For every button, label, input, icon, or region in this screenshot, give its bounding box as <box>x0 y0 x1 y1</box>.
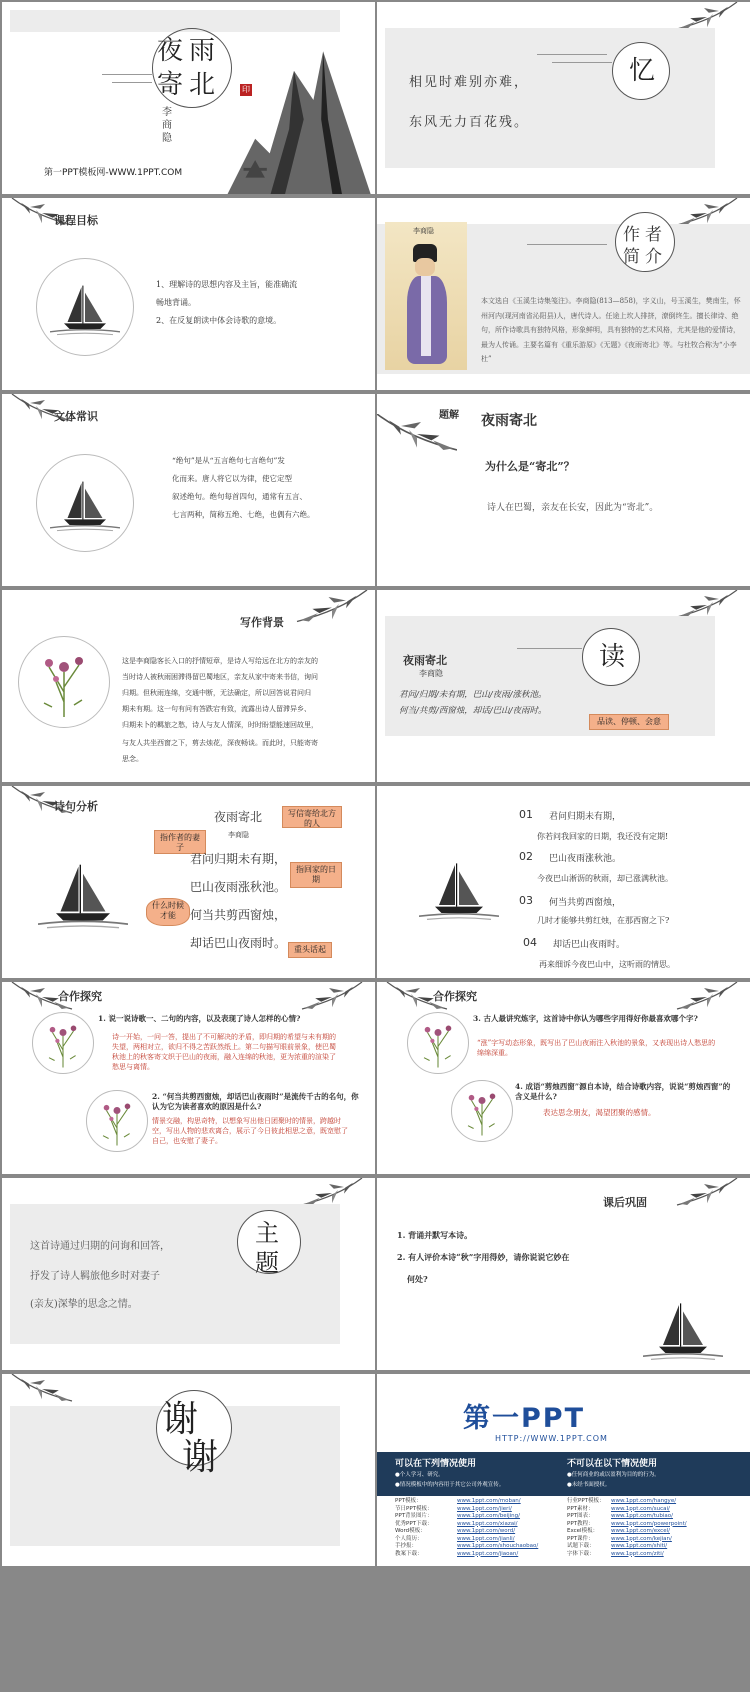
section-heading: 文体常识 <box>54 410 98 423</box>
item-number: 01 <box>519 808 533 821</box>
reading-tip: 品读、停顿、会意 <box>589 714 669 730</box>
slide-15-thanks[interactable] <box>2 1374 375 1566</box>
title-char: 夜 <box>157 36 184 66</box>
background-line: 归期未卜的羁旅之愁，诗人与友人情深，时时盼望能速回故里， <box>122 721 318 729</box>
links-right <box>567 1498 747 1558</box>
author-portrait <box>385 222 467 370</box>
slide-8-reading[interactable] <box>377 590 750 782</box>
background-line: 思念。 <box>122 755 143 763</box>
bamboo-decoration <box>667 982 747 1042</box>
title-char: 谢 <box>162 1399 199 1440</box>
answer: 情景交融，构思奇特，以想象写出他日团聚时的情景，跨越时空，写出人物的悲欢离合，展示了今日彼此相思之意，既宽慰了自己，也安慰了妻子。 <box>152 1117 348 1145</box>
poem-pause-line: 君问/归期/未有期，巴山/夜雨/涨秋池。 <box>399 690 547 700</box>
poem-line: 何当共剪西窗烛， <box>190 908 287 922</box>
title-char: 介 <box>645 247 662 267</box>
can-item: ●个人学习、研究。 <box>395 1472 444 1478</box>
bamboo-decoration <box>2 394 82 454</box>
goal-item: 畅地背诵。 <box>156 298 196 307</box>
slide-16-info[interactable] <box>377 1374 750 1566</box>
slide-9-analysis[interactable] <box>2 786 375 978</box>
bamboo-decoration <box>667 1178 747 1238</box>
slide-2-memory[interactable] <box>377 2 750 194</box>
flower-painting <box>34 646 94 718</box>
title-char: 忆 <box>629 56 656 86</box>
genre-line: “绝句”是从“五言绝句七言绝句”发 <box>172 456 285 465</box>
slide-1-cover[interactable] <box>2 2 375 194</box>
bamboo-decoration <box>2 786 82 846</box>
annotation-tag: 重头话起 <box>288 942 332 958</box>
review-item: 2. 有人评价本诗“秋”字用得妙，请你说说它妙在 <box>397 1252 570 1262</box>
flower-painting <box>461 1086 503 1136</box>
title-char: 雨 <box>189 36 216 66</box>
section-heading: 合作探究 <box>433 990 477 1003</box>
boat-painting <box>50 474 120 534</box>
poem-title: 夜雨寄北 <box>481 413 537 429</box>
slide-11-discussion[interactable] <box>2 982 375 1174</box>
section-heading: 写作背景 <box>240 616 284 629</box>
slide-6-title-explain[interactable] <box>377 394 750 586</box>
site-logo: 第一PPT <box>463 1403 585 1434</box>
link-row[interactable]: 节日PPT模板： www.1ppt.com/jieri/ <box>395 1505 512 1512</box>
boat-painting <box>643 1296 723 1362</box>
poem-line: 相见时难别亦难， <box>409 75 530 90</box>
boat-painting <box>419 856 499 922</box>
translation: 再来细诉今夜巴山中，这听雨的情思。 <box>539 960 675 969</box>
item-number: 03 <box>519 894 533 907</box>
link-row[interactable]: 教案下载： www.1ppt.com/jiaoan/ <box>395 1550 519 1557</box>
background-line: 与友人共坐西窗之下，剪去烛花，深夜畅谈。而此时，只能寄寄 <box>122 739 318 747</box>
can-item: ●情况模板中的内容用于其它公司外观宣传。 <box>395 1482 505 1488</box>
portrait-caption: 李商隐 <box>413 227 434 235</box>
title-char: 北 <box>189 70 216 100</box>
link-row[interactable]: PPT模板： www.1ppt.com/moban/ <box>395 1498 521 1504</box>
genre-line: 化而来。唐人将它以为律，使它定型 <box>172 474 292 483</box>
flower-painting <box>42 1018 84 1068</box>
item-number: 02 <box>519 850 533 863</box>
answer: 诗人在巴蜀，亲友在长安，因此为“寄北”。 <box>487 503 659 513</box>
poem-title: 夜雨寄北 <box>214 810 263 824</box>
title-char: 读 <box>599 642 626 672</box>
seal: 印 <box>242 85 250 94</box>
question: 3. 古人最讲究炼字，这首诗中你认为哪些字用得好你最喜欢哪个字? <box>473 1014 698 1023</box>
slide-14-review[interactable] <box>377 1178 750 1370</box>
annotation-tag: 什么时候才能 <box>146 898 190 926</box>
title-char: 作 <box>623 225 640 245</box>
slide-3-goals[interactable] <box>2 198 375 390</box>
slide-5-genre[interactable] <box>2 394 375 586</box>
translation: 几时才能够共剪红烛，在那西窗之下? <box>537 916 670 925</box>
poem-line: 巴山夜雨涨秋池。 <box>549 854 622 864</box>
poem-title: 夜雨寄北 <box>403 654 447 667</box>
poem-author: 李商隐 <box>419 669 443 678</box>
flower-painting <box>96 1096 138 1146</box>
section-heading: 课程目标 <box>54 214 98 227</box>
section-label: 题解 <box>439 410 459 421</box>
link-row[interactable]: 行业PPT模板： www.1ppt.com/hangye/ <box>567 1498 677 1504</box>
boat-painting <box>38 856 128 931</box>
theme-line: 这首诗通过归期的问询和回答， <box>30 1241 170 1252</box>
genre-line: 叙述绝句。绝句每首四句，通常有五言、 <box>172 492 307 501</box>
theme-line: 抒发了诗人羁旅他乡时对妻子 <box>30 1271 160 1282</box>
slide-7-background[interactable] <box>2 590 375 782</box>
author-bio: 本文选自《玉溪生诗集笺注》。李商隐(813—858)，字义山，号玉溪生，樊南生，怀州河内(现河南省沁阳县)人，唐代诗人。任途上坎人排挤，潦倒终生。擅长律诗、绝句，所作诗歌具有独特风格，形象鲜明，具有独特的艺术风格，尤其是他的爱情诗，最为人传诵。主要名篇有《重乐游原》《无题》《夜雨寄北》等。与杜牧合称为“小李杜” <box>481 297 741 363</box>
mountain-painting <box>214 32 374 194</box>
annotation-tag: 指回家的日期 <box>290 862 342 888</box>
slide-10-translation[interactable] <box>377 786 750 978</box>
answer: 诗一开始，一问一答，提出了不可解决的矛盾，即归期的希望与未有期的失望，两相对立，欲归不得之苦跃然纸上。第二句描写眼前景象，使巴蜀秋池上的秋客寄文织于巴山的夜雨，融入连绵的秋池，更为浓重的渲染了愁思与离情。 <box>112 1033 336 1071</box>
can-title: 可以在下列情况使用 <box>395 1459 477 1469</box>
link-row[interactable]: PPT课件： www.1ppt.com/kejian/ <box>567 1535 672 1542</box>
poem-pause-line: 何当/共剪/西窗烛，却话/巴山/夜雨时。 <box>399 706 547 716</box>
section-heading: 合作探究 <box>58 990 102 1003</box>
link-row[interactable]: 字体下载： www.1ppt.com/ziti/ <box>567 1550 664 1557</box>
footer-text: 第一PPT模板网-WWW.1PPT.COM <box>44 168 183 178</box>
poem-line: 却话巴山夜雨时。 <box>553 940 626 950</box>
item-number: 04 <box>523 936 537 949</box>
poem-line: 却话巴山夜雨时。 <box>190 936 287 950</box>
genre-line: 七言两种，简称五绝、七绝，也偶有六绝。 <box>172 510 315 519</box>
slide-4-author[interactable] <box>377 198 750 390</box>
poem-line: 东风无力百花残。 <box>409 115 530 130</box>
cannot-item: ●任何商业的或以盈利为目的的行为。 <box>567 1472 660 1478</box>
title-char: 者 <box>645 225 662 245</box>
title-char: 寄 <box>157 70 184 100</box>
goal-item: 2、在反复朗读中体会诗歌的意境。 <box>156 316 282 325</box>
section-heading: 课后巩固 <box>603 1196 647 1209</box>
boat-painting <box>50 278 120 338</box>
usage-banner <box>377 1452 750 1496</box>
question: 4. 成语“剪烛西窗”源自本诗，结合诗歌内容，说说“剪烛西窗”的含义是什么? <box>515 1082 731 1101</box>
question: 为什么是“寄北”？ <box>485 460 575 473</box>
links-left <box>395 1498 565 1558</box>
theme-line: (亲友)深挚的思念之情。 <box>30 1299 138 1310</box>
title-char: 简 <box>623 247 640 267</box>
poem-author: 李商隐 <box>228 831 249 839</box>
review-item: 何处? <box>407 1274 428 1284</box>
link-row[interactable]: PPT图表： www.1ppt.com/tubiao/ <box>567 1513 673 1519</box>
link-row[interactable]: 手抄报： www.1ppt.com/shouchaobao/ <box>395 1543 539 1549</box>
annotation-tag: 指作者的妻子 <box>154 830 206 854</box>
bamboo-decoration <box>292 590 372 660</box>
section-heading: 诗句分析 <box>54 800 98 813</box>
poem-line: 君问归期未有期， <box>190 852 287 866</box>
background-line: 归期。但秋雨连绵，交通中断，无法确定，所以回答说君问归 <box>122 689 311 697</box>
title-char: 谢 <box>182 1437 219 1478</box>
title-char: 题 <box>255 1249 279 1277</box>
link-row[interactable]: Excel模板： www.1ppt.com/excel/ <box>567 1528 670 1534</box>
question: 1. 说一说诗歌一、二句的内容，以及表现了诗人怎样的心情? <box>98 1014 301 1023</box>
annotation-tag: 写信寄给北方的人 <box>282 806 342 828</box>
goal-item: 1、理解诗的思想内容及主旨，能准确流 <box>156 280 298 289</box>
background-line: 期未有期。这一句有问有答跌宕有致，流露出诗人留滞异乡、 <box>122 705 311 713</box>
poem-line: 巴山夜雨涨秋池。 <box>190 880 287 894</box>
link-row[interactable]: 试题下载： www.1ppt.com/shiti/ <box>567 1543 668 1549</box>
cannot-title: 不可以在以下情况使用 <box>567 1459 658 1469</box>
poem-line: 君问归期未有期， <box>549 812 622 822</box>
answer: “涨”字写动态形象，既写出了巴山夜雨注入秋池的景象，又表现出诗人愁思的绵绵深重。 <box>477 1039 716 1057</box>
link-row[interactable]: PPT教程： www.1ppt.com/powerpoint/ <box>567 1520 687 1527</box>
link-row[interactable]: PPT素材： www.1ppt.com/sucai/ <box>567 1505 670 1512</box>
flower-painting <box>417 1018 459 1068</box>
link-row[interactable]: 个人简历： www.1ppt.com/jianli/ <box>395 1535 515 1542</box>
review-item: 1. 背诵并默写本诗。 <box>397 1230 473 1240</box>
background-line: 当时诗人被秋雨困滞得留巴蜀地区，亲友从家中寄来书信，询问 <box>122 673 318 681</box>
link-row[interactable]: PPT背景图片： www.1ppt.com/beijing/ <box>395 1513 521 1519</box>
cannot-item: ●未经书面授权。 <box>567 1482 611 1488</box>
author-vertical: 李商隐 <box>162 107 172 144</box>
question: 2. “何当共剪西窗烛，却话巴山夜雨时”是流传千古的名句，你认为它为读者喜欢的原因是什么? <box>152 1092 359 1111</box>
bamboo-decoration <box>377 414 457 494</box>
link-row[interactable]: Word模板： www.1ppt.com/word/ <box>395 1528 516 1534</box>
site-url: HTTP://WWW.1PPT.COM <box>495 1434 608 1443</box>
slide-13-theme[interactable] <box>2 1178 375 1370</box>
translation: 今夜巴山淅沥的秋雨，却已涨满秋池。 <box>537 874 673 883</box>
background-line: 这是李商隐客长入口的抒情短章，是诗人写给远在北方的亲友的 <box>122 657 318 665</box>
link-row[interactable]: 优秀PPT下载： www.1ppt.com/xiazai/ <box>395 1520 518 1527</box>
slide-12-discussion[interactable] <box>377 982 750 1174</box>
poem-line: 何当共剪西窗烛， <box>549 898 622 908</box>
answer: 表达思念朋友，渴望团聚的感情。 <box>543 1108 656 1117</box>
translation: 你若问我回家的日期，我还没有定期! <box>537 832 669 841</box>
bamboo-decoration <box>2 198 82 258</box>
title-char: 主 <box>255 1219 279 1247</box>
